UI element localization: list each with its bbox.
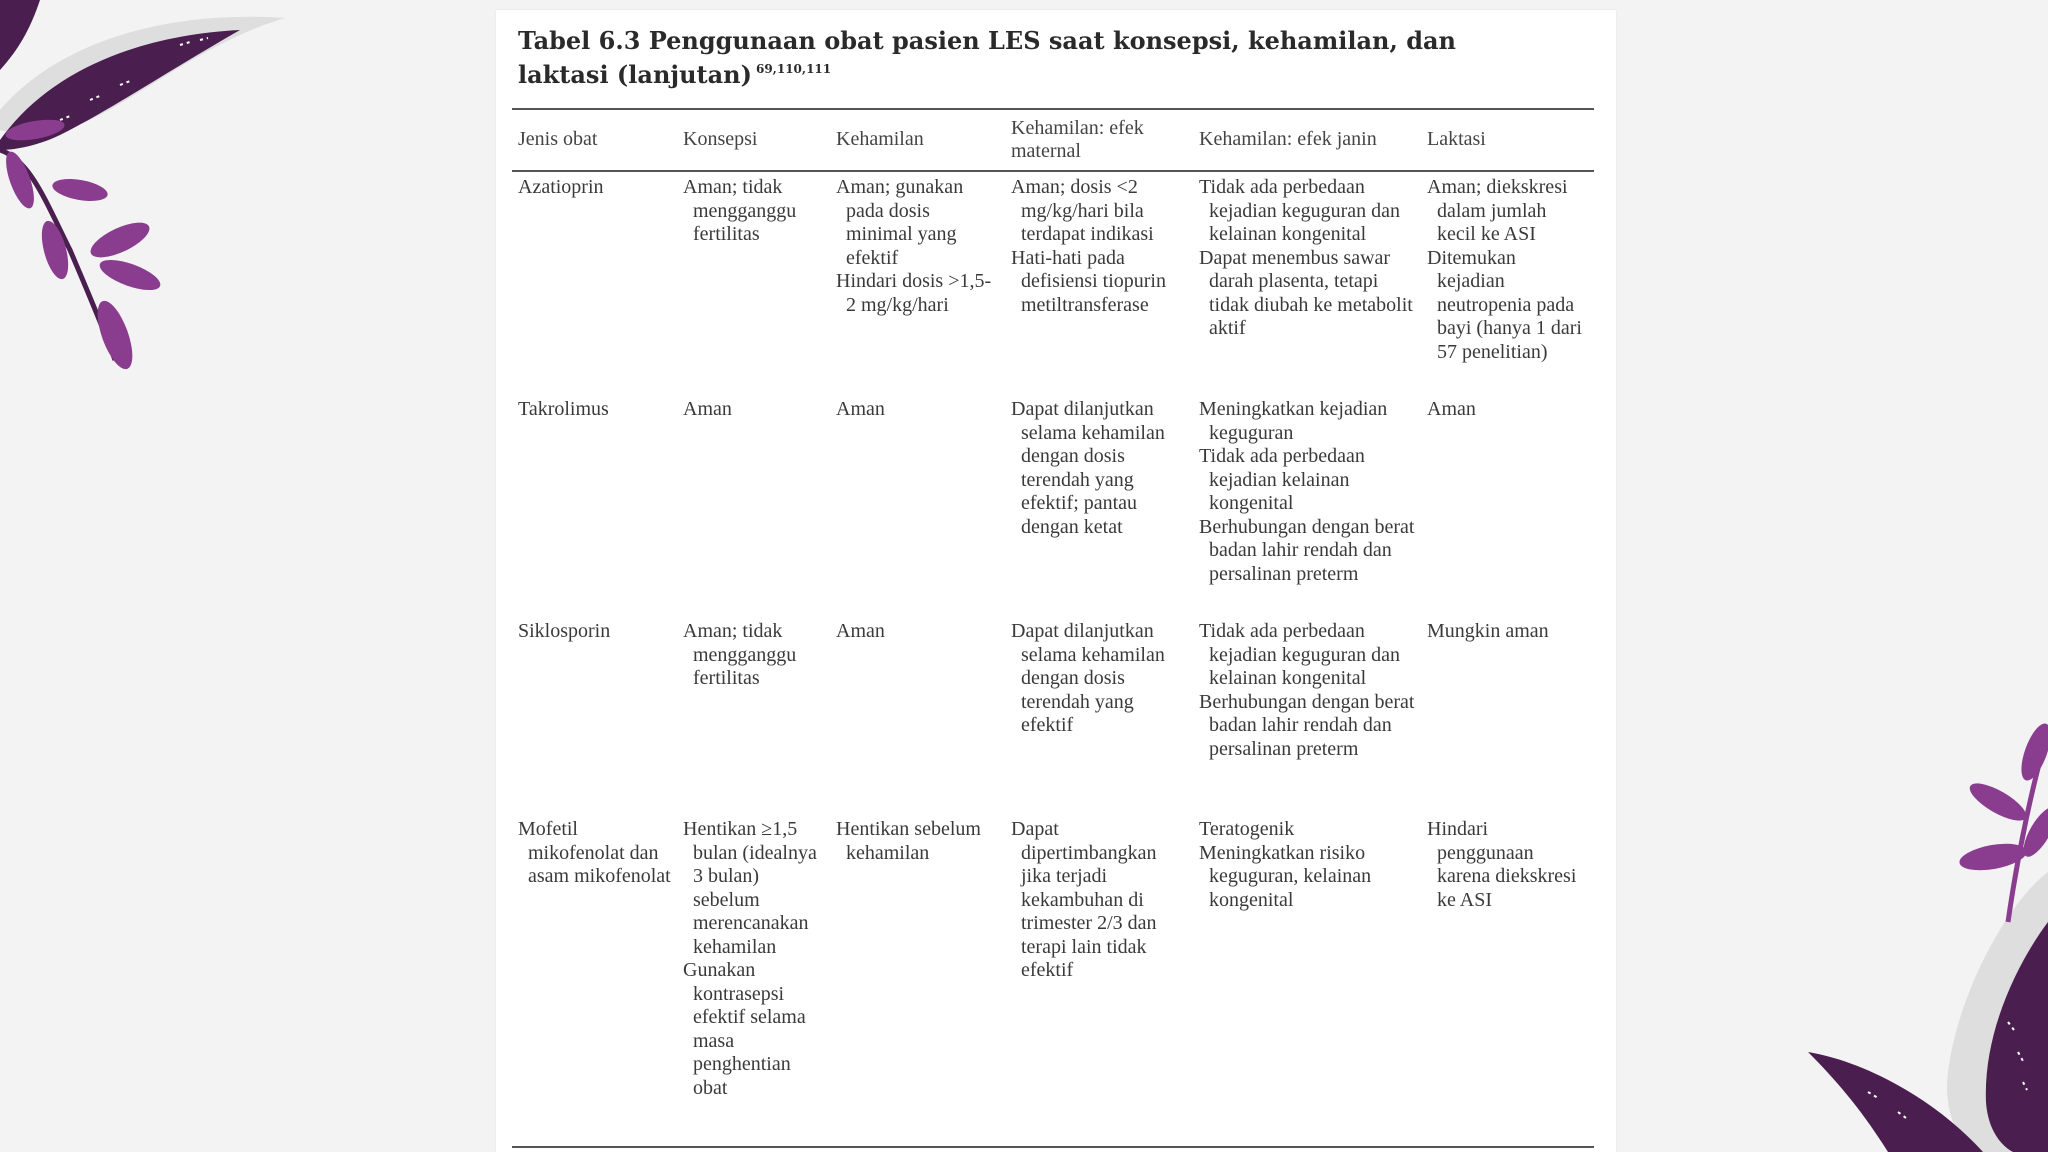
- cell-text: Hentikan ≥1,5 bulan (idealnya 3 bulan) sebelum merencanakan kehamilan: [683, 818, 817, 958]
- header-kehamilan: Kehamilan: [836, 128, 924, 151]
- cell-text: Aman; tidak mengganggu fertilitas: [683, 176, 797, 245]
- cell-text: Hentikan sebelum kehamilan: [836, 818, 981, 864]
- cell-text: Aman; diekskresi dalam jumlah kecil ke ASI: [1427, 176, 1568, 245]
- cell-text: Berhubungan dengan berat badan lahir rendah dan persalinan preterm: [1199, 690, 1415, 760]
- cell-text: Meningkatkan kejadian keguguran: [1199, 398, 1388, 444]
- cell-text: Dapat dipertimbangkan jika terjadi kekambuhan di trimester 2/3 dan terapi lain tidak efektif: [1011, 818, 1157, 981]
- table-cell: [1005, 610, 1193, 808]
- table-cell: [1005, 166, 1193, 388]
- cell-text: Dapat menembus sawar darah plasenta, tetapi tidak diubah ke metabolit aktif: [1199, 246, 1413, 339]
- table-top-rule: [512, 108, 1594, 110]
- header-laktasi: Laktasi: [1427, 128, 1486, 151]
- header-jenis-obat: Jenis obat: [518, 128, 598, 151]
- header-efek-janin: Kehamilan: efek janin: [1199, 128, 1377, 151]
- table-cell: [1421, 166, 1594, 388]
- cell-text: Tidak ada perbedaan kejadian keguguran dan kelainan kongenital: [1199, 176, 1401, 245]
- table-row-azatioprin: [512, 166, 1594, 388]
- cell-text: Aman: [683, 398, 732, 420]
- document-page: [496, 10, 1616, 1152]
- cell-text: Dapat dilanjutkan selama kehamilan dengan dosis terendah yang efektif: [1011, 620, 1165, 736]
- cell-text: Takrolimus: [518, 398, 609, 420]
- cell-text: Mofetil mikofenolat dan asam mikofenolat: [518, 818, 671, 887]
- cell-text: Aman; tidak mengganggu fertilitas: [683, 620, 797, 689]
- table-cell: [1005, 808, 1193, 1100]
- table-row-mofetil-mikofenolat: [512, 808, 1594, 1100]
- table-cell: [677, 166, 830, 388]
- table-cell: [830, 166, 1005, 388]
- cell-text: Aman: [836, 620, 885, 642]
- cell-text: Hindari penggunaan karena diekskresi ke ASI: [1427, 818, 1577, 911]
- cell-text: Aman: [1427, 398, 1476, 420]
- header-konsepsi: Konsepsi: [683, 128, 758, 151]
- table-cell: [1421, 808, 1594, 1100]
- table-cell: [1421, 610, 1594, 808]
- table-cell: [1193, 610, 1421, 808]
- table-bottom-rule: [512, 1146, 1594, 1148]
- cell-text: Teratogenik: [1199, 818, 1295, 840]
- cell-text: Tidak ada perbedaan kejadian keguguran dan kelainan kongenital: [1199, 620, 1401, 689]
- cell-text: Ditemukan kejadian neutropenia pada bayi (hanya 1 dari 57 penelitian): [1427, 246, 1582, 363]
- header-efek-maternal: Kehamilan: efek maternal: [1011, 116, 1144, 162]
- cell-text: Aman; gunakan pada dosis minimal yang efektif: [836, 176, 964, 269]
- table-cell: [1193, 388, 1421, 610]
- cell-text: Azatioprin: [518, 176, 604, 198]
- table-header-row: [512, 114, 1594, 166]
- table-row-siklosporin: [512, 610, 1594, 808]
- table-cell: [677, 808, 830, 1100]
- cell-text: Mungkin aman: [1427, 620, 1549, 642]
- table-cell: [512, 166, 677, 388]
- drug-table: [512, 114, 1594, 1100]
- table-title-references: 69,110,111: [755, 62, 832, 76]
- table-cell: [512, 610, 677, 808]
- cell-text: Tidak ada perbedaan kejadian kelainan kongenital: [1199, 445, 1365, 514]
- cell-text: Siklosporin: [518, 620, 611, 642]
- leaf-decoration-top-left: [0, 0, 300, 380]
- table-cell: [830, 388, 1005, 610]
- cell-text: Berhubungan dengan berat badan lahir rendah dan persalinan preterm: [1199, 515, 1415, 585]
- table-cell: [1005, 388, 1193, 610]
- cell-text: Aman: [836, 398, 885, 420]
- table-cell: [1193, 808, 1421, 1100]
- leaf-decoration-bottom-right: [1808, 692, 2048, 1152]
- table-title-text: Tabel 6.3 Penggunaan obat pasien LES saat konsepsi, kehamilan, dan laktasi (lanjutan): [518, 26, 1456, 89]
- table-row-takrolimus: [512, 388, 1594, 610]
- table-title: [518, 24, 1518, 92]
- table-cell: [830, 808, 1005, 1100]
- table-cell: [512, 388, 677, 610]
- table-cell: [677, 388, 830, 610]
- cell-text: Gunakan kontrasepsi efektif selama masa penghentian obat: [683, 959, 806, 1099]
- table-cell: [512, 808, 677, 1100]
- table-cell: [1421, 388, 1594, 610]
- cell-text: Dapat dilanjutkan selama kehamilan dengan dosis terendah yang efektif; pantau dengan ketat: [1011, 398, 1165, 538]
- cell-text: Meningkatkan risiko keguguran, kelainan kongenital: [1199, 841, 1372, 911]
- table-cell: [677, 610, 830, 808]
- table-cell: [830, 610, 1005, 808]
- table-cell: [1193, 166, 1421, 388]
- cell-text: Hati-hati pada defisiensi tiopurin metiltransferase: [1011, 246, 1166, 316]
- cell-text: Aman; dosis <2 mg/kg/hari bila terdapat indikasi: [1011, 176, 1154, 245]
- cell-text: Hindari dosis >1,5-2 mg/kg/hari: [836, 270, 992, 316]
